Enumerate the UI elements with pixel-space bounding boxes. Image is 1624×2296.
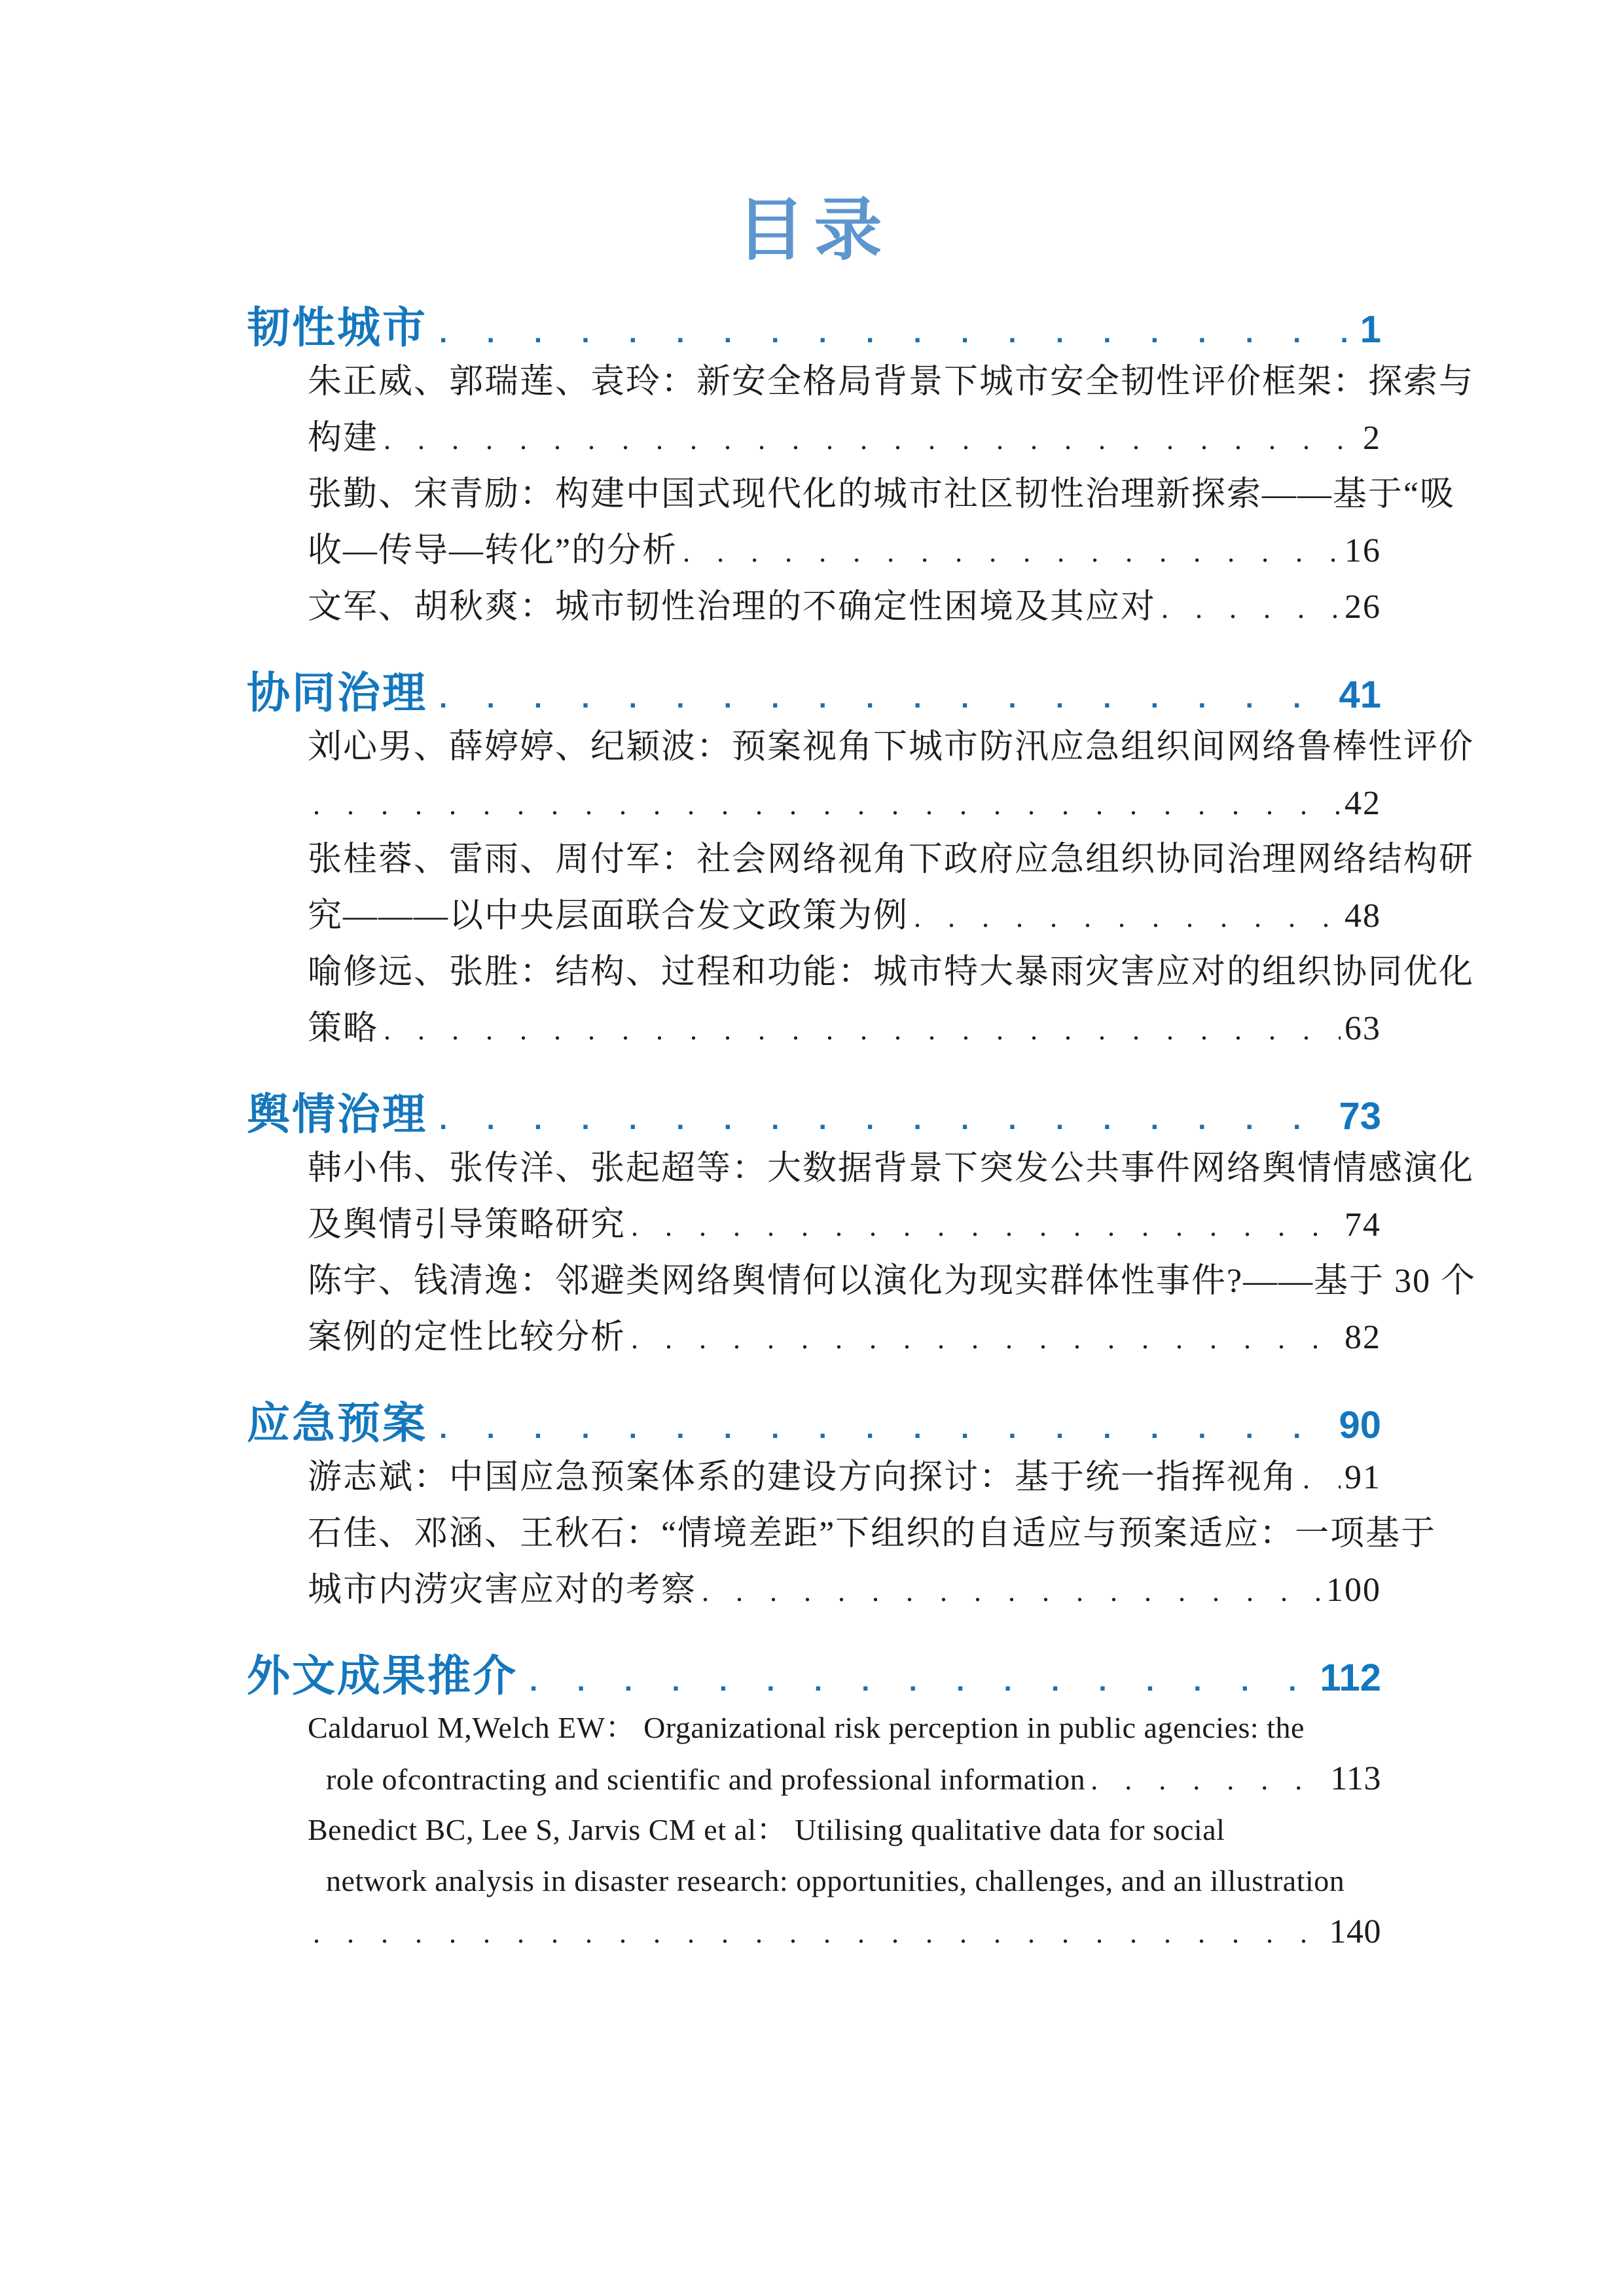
entry-dotted-leader xyxy=(683,524,1341,581)
entry-row xyxy=(308,1197,1381,1253)
section-page-number: 112 xyxy=(1320,1656,1381,1699)
entry-text: 文军、胡秋爽：城市韧性治理的不确定性困境及其应对 xyxy=(308,588,1157,626)
entry-text: 收—传导—转化”的分析 xyxy=(308,531,678,569)
entry-line: 韩小伟、张传洋、张起超等：大数据背景下突发公共事件网络舆情情感演化 xyxy=(308,1149,1475,1187)
entry-row xyxy=(308,1907,1381,1958)
section-label: 外文成果推介 xyxy=(247,1651,518,1700)
entry-row xyxy=(308,888,1381,944)
entry-page-number: 82 xyxy=(1344,1318,1381,1356)
entry-text: 游志斌：中国应急预案体系的建设方向探讨：基于统一指挥视角 xyxy=(308,1458,1298,1496)
section-page-number: 73 xyxy=(1339,1094,1381,1138)
entry-line: 石佳、邓涵、王秋石：“情境差距”下组织的自适应与预案适应：一项基于 xyxy=(308,1515,1437,1552)
section-page-number: 90 xyxy=(1339,1403,1381,1446)
section-dotted-leader xyxy=(439,682,1329,715)
entry-line: 朱正威、郭瑞莲、袁玲：新安全格局背景下城市安全韧性评价框架：探索与 xyxy=(308,363,1475,401)
section-label: 应急预案 xyxy=(247,1398,427,1447)
entry-dotted-leader xyxy=(313,1908,1326,1959)
entry-page-number: 16 xyxy=(1344,531,1381,569)
entry-page-number: 63 xyxy=(1344,1009,1381,1047)
entry-row xyxy=(308,1450,1381,1506)
entry-row xyxy=(308,523,1381,579)
entry-line: 陈宇、钱清逸：邻避类网络舆情何以演化为现实群体性事件?——基于 30 个 xyxy=(308,1262,1477,1300)
section-row xyxy=(247,1388,1381,1447)
section-row xyxy=(247,293,1381,351)
toc-section xyxy=(247,1641,1381,1958)
entry-line: Caldaruol M,Welch EW： Organizational risk perception in public agencies: the xyxy=(308,1710,1305,1744)
entry-dotted-leader xyxy=(1091,1755,1326,1806)
section-dotted-leader xyxy=(530,1665,1310,1698)
entry-dotted-leader xyxy=(1303,1451,1341,1507)
entry-text: 案例的定性比较分析 xyxy=(308,1318,626,1356)
section-dotted-leader xyxy=(439,317,1351,350)
entry-text: 城市内涝灾害应对的考察 xyxy=(308,1571,697,1609)
entry-dotted-leader xyxy=(384,412,1359,468)
entry-row xyxy=(308,1753,1381,1804)
entry-text: 及舆情引导策略研究 xyxy=(308,1206,626,1244)
entry-row xyxy=(308,1001,1381,1057)
entry-line: 张桂蓉、雷雨、周付军：社会网络视角下政府应急组织协同治理网络结构研 xyxy=(308,840,1475,878)
toc-section xyxy=(247,1079,1477,1366)
section-row xyxy=(247,658,1381,717)
entry-line: network analysis in disaster research: opportunities, challenges, and an illustration xyxy=(326,1863,1345,1897)
section-label: 韧性城市 xyxy=(247,302,427,351)
section-dotted-leader xyxy=(439,1103,1329,1136)
entry-page-number: 100 xyxy=(1326,1571,1381,1609)
entry-line: 刘心男、薛婷婷、纪颖波：预案视角下城市防汛应急组织间网络鲁棒性评价 xyxy=(308,728,1475,766)
entry-page-number: 91 xyxy=(1344,1458,1381,1496)
entry-page-number: 48 xyxy=(1344,897,1381,935)
entry-row xyxy=(308,1562,1381,1619)
entry-line: Benedict BC, Lee S, Jarvis CM et al： Utilising qualitative data for social xyxy=(308,1812,1225,1846)
entry-page-number: 140 xyxy=(1329,1912,1381,1950)
entry-text: role ofcontracting and scientific and professional information xyxy=(326,1762,1086,1796)
page-title: 目录 xyxy=(736,192,892,268)
entry-page-number: 113 xyxy=(1330,1759,1381,1797)
toc-section xyxy=(247,1388,1437,1619)
section-page-number: 41 xyxy=(1339,673,1381,716)
section-row xyxy=(247,1641,1381,1700)
entry-dotted-leader xyxy=(631,1198,1341,1255)
entry-dotted-leader xyxy=(914,889,1341,946)
entry-line: 喻修远、张胜：结构、过程和功能：城市特大暴雨灾害应对的组织协同优化 xyxy=(308,953,1475,991)
entry-row xyxy=(308,579,1381,636)
entry-text: 究———以中央层面联合发文政策为例 xyxy=(308,897,909,935)
entry-row xyxy=(308,1310,1381,1366)
section-dotted-leader xyxy=(439,1412,1329,1445)
section-label: 舆情治理 xyxy=(247,1089,427,1138)
section-label: 协同治理 xyxy=(247,668,427,717)
section-row xyxy=(247,1079,1381,1138)
toc-section xyxy=(247,293,1475,636)
entry-page-number: 74 xyxy=(1344,1206,1381,1244)
entry-page-number: 26 xyxy=(1344,588,1381,626)
entry-text: 策略 xyxy=(308,1009,379,1047)
entry-dotted-leader xyxy=(1161,581,1341,637)
entry-page-number: 42 xyxy=(1344,784,1381,822)
entry-dotted-leader xyxy=(702,1564,1322,1620)
entry-dotted-leader xyxy=(384,1002,1341,1058)
toc-section xyxy=(247,658,1475,1057)
entry-dotted-leader xyxy=(313,777,1341,833)
entry-page-number: 2 xyxy=(1363,419,1381,457)
entry-dotted-leader xyxy=(631,1311,1341,1367)
entry-row xyxy=(308,410,1381,467)
entry-text: 构建 xyxy=(308,419,379,457)
entry-line: 张勤、宋青励：构建中国式现代化的城市社区韧性治理新探索——基于“吸 xyxy=(308,475,1456,513)
section-page-number: 1 xyxy=(1360,308,1381,351)
entry-row xyxy=(308,776,1381,832)
